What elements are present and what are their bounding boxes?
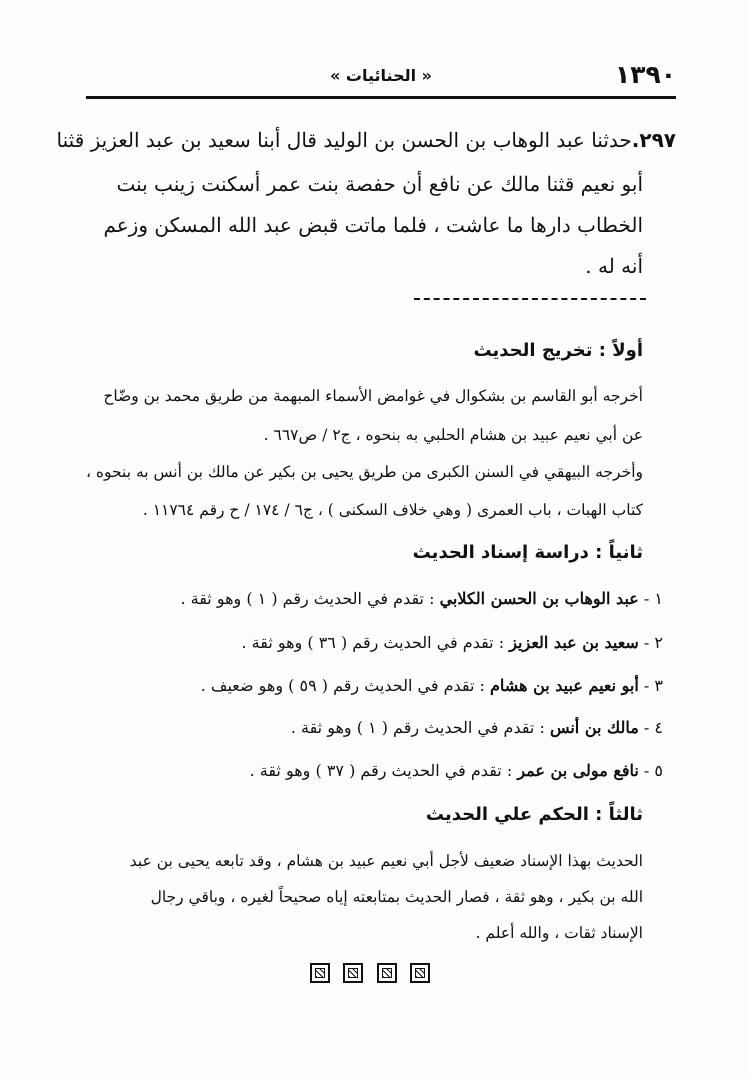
narrator-index: ٤ -	[638, 718, 663, 737]
end-ornaments	[310, 963, 430, 985]
hukm-line-1: الحديث بهذا الإسناد ضعيف لأجل أبي نعيم عبيد بن هشام ، وقد تابعه يحيى بن عبد	[129, 852, 643, 870]
narrator-grade: : تقدم في الحديث رقم ( ٥٩ ) وهو ضعيف .	[200, 676, 490, 695]
narrator-index: ٣ -	[638, 676, 663, 695]
hadith-line-2: أبو نعيم قثنا مالك عن نافع أن حفصة بنت عمر أسكنت زينب بنت	[116, 172, 643, 196]
hukm-line-3: الإسناد ثقات ، والله أعلم .	[475, 924, 643, 942]
narrator-index: ١ -	[638, 589, 663, 608]
narrator-name: أبو نعيم عبيد بن هشام	[490, 676, 639, 695]
narrator-item	[83, 717, 663, 739]
takhrij-line-1: أخرجه أبو القاسم بن بشكوال في غوامض الأسماء المبهمة من طريق محمد بن وضّاح	[103, 387, 643, 405]
hadith-line-3: الخطاب دارها ما عاشت ، فلما ماتت قبض عبد الله المسكن وزعم	[103, 213, 643, 237]
narrator-grade: : تقدم في الحديث رقم ( ١ ) وهو ثقة .	[180, 589, 440, 608]
ornament-icon	[310, 963, 330, 983]
narrator-item	[83, 760, 663, 782]
narrator-name: نافع مولى بن عمر	[517, 761, 639, 780]
page-number: ١٣٩٠	[614, 60, 676, 89]
narrator-name: مالك بن أنس	[549, 718, 639, 737]
running-title: « الحنائيات »	[330, 66, 432, 85]
hadith-line-1	[56, 128, 676, 152]
narrator-grade: : تقدم في الحديث رقم ( ٣٧ ) وهو ثقة .	[249, 761, 518, 780]
hukm-line-2: الله بن بكير ، وهو ثقة ، فصار الحديث بمتابعته إياه صحيحاً لغيره ، وباقي رجال	[150, 888, 643, 906]
section-title-takhrij: أولاً : تخريج الحديث	[473, 340, 643, 361]
section-title-hukm: ثالثاً : الحكم علي الحديث	[425, 804, 643, 825]
narrator-index: ٥ -	[638, 761, 663, 780]
narrator-name: عبد الوهاب بن الحسن الكلابي	[439, 589, 639, 608]
ornament-icon	[410, 963, 430, 983]
separator-dashed-line	[414, 298, 646, 300]
narrator-item	[83, 588, 663, 610]
section-title-isnad: ثانياً : دراسة إسناد الحديث	[412, 542, 643, 563]
hadith-line-4: أنه له .	[585, 254, 643, 278]
page-header	[86, 60, 676, 94]
narrator-grade: : تقدم في الحديث رقم ( ١ ) وهو ثقة .	[290, 718, 550, 737]
takhrij-line-3: وأخرجه البيهقي في السنن الكبرى من طريق يحيى بن بكير عن مالك بن أنس به بنحوه ،	[85, 463, 643, 481]
takhrij-line-2: عن أبي نعيم عبيد بن هشام الحلبي به بنحوه ، ج٢ / ص٦٦٧ .	[263, 426, 643, 444]
ornament-icon	[343, 963, 363, 983]
hadith-text: حدثنا عبد الوهاب بن الحسن بن الوليد قال أبنا سعيد بن عبد العزيز قثنا	[56, 128, 632, 152]
hadith-number: ٢٩٧.	[631, 128, 676, 152]
narrator-item	[83, 675, 663, 697]
takhrij-line-4: كتاب الهبات ، باب العمرى ( وهي خلاف السكنى ) ، ج٦ / ١٧٤ / ح رقم ١١٧٦٤ .	[142, 501, 643, 519]
narrator-index: ٢ -	[638, 633, 663, 652]
narrator-item	[83, 632, 663, 654]
header-rule	[86, 96, 676, 99]
narrator-grade: : تقدم في الحديث رقم ( ٣٦ ) وهو ثقة .	[241, 633, 510, 652]
narrator-name: سعيد بن عبد العزيز	[509, 633, 639, 652]
ornament-icon	[377, 963, 397, 983]
